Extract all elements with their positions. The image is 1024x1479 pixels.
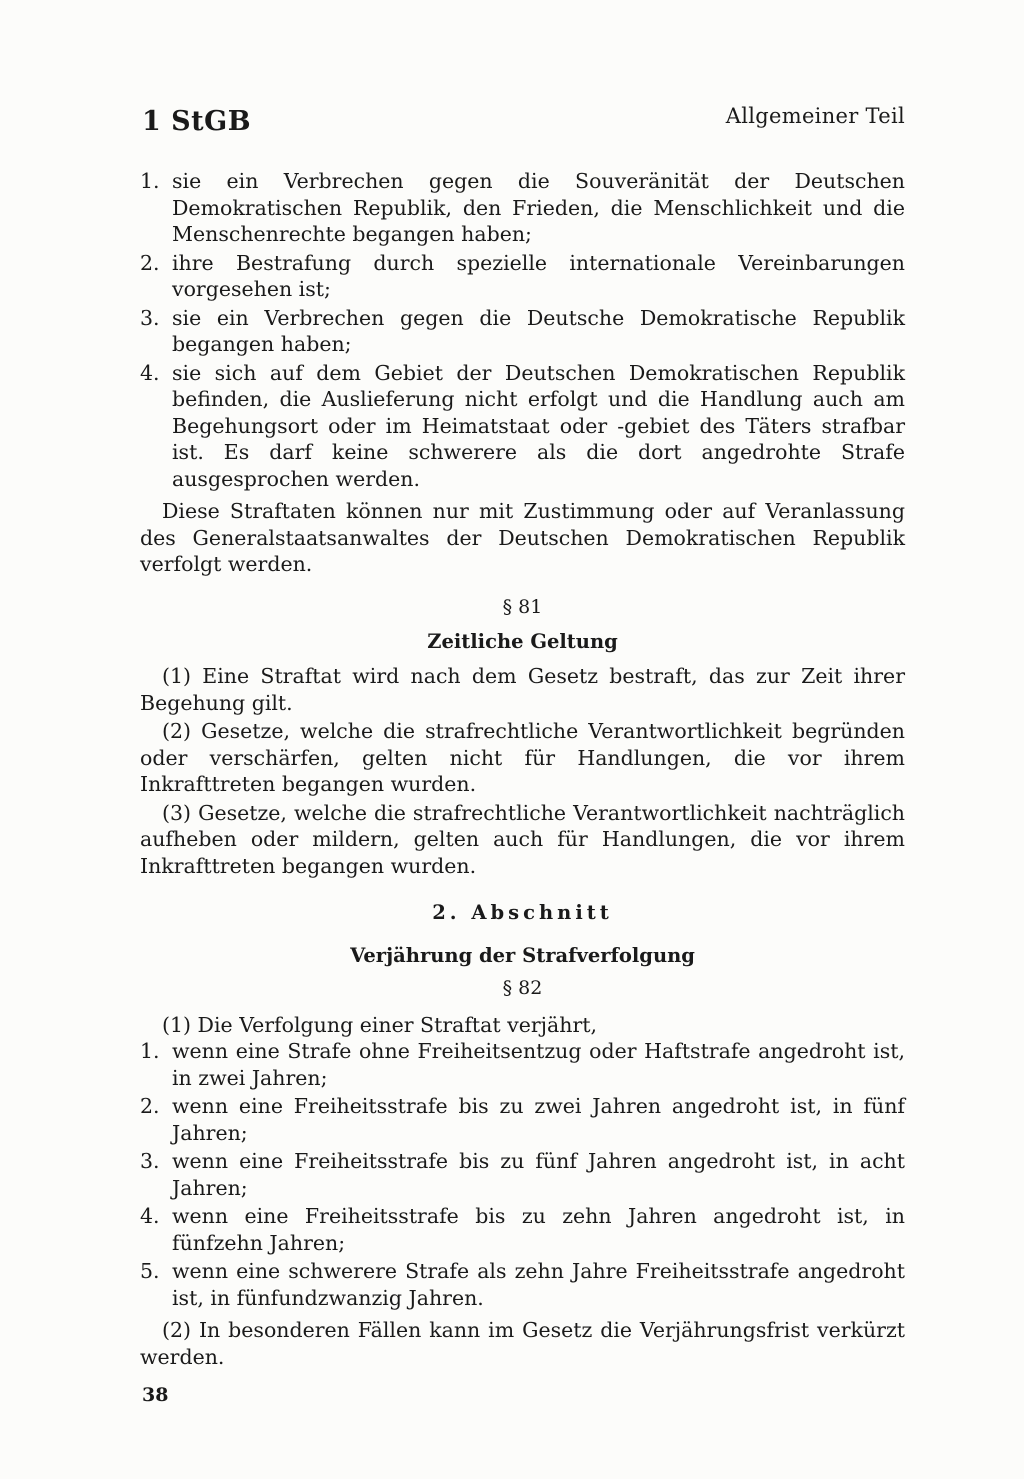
section-title: Zeitliche Geltung [427, 630, 618, 653]
page-number: 38 [142, 1384, 169, 1406]
chapter-title: Verjährung der Strafverfolgung [350, 944, 695, 967]
paragraph: (2) In besonderen Fällen kann im Gesetz die Verjährungsfrist verkürzt werden. [140, 1318, 905, 1369]
document-page [140, 100, 905, 1370]
section-number: § 81 [502, 595, 543, 618]
running-header [140, 100, 905, 146]
list-item: 2. ihre Bestrafung durch spezielle internationale Vereinbarungen vorgesehen ist; [140, 250, 905, 301]
list-item: 1. wenn eine Strafe ohne Freiheitsentzug oder Haftstrafe angedroht ist, in zwei Jahren; [140, 1039, 905, 1090]
paragraph: (1) Eine Straftat wird nach dem Gesetz bestraft, das zur Zeit ihrer Begehung gilt. [140, 664, 905, 715]
list-item: 3. wenn eine Freiheitsstrafe bis zu fünf Jahren angedroht ist, in acht Jahren; [140, 1149, 905, 1200]
list-item: 4. wenn eine Freiheitsstrafe bis zu zehn Jahren angedroht ist, in fünfzehn Jahren; [140, 1204, 905, 1255]
paragraph: (3) Gesetze, welche die strafrechtliche Verantwortlichkeit nachträglich aufheben oder mildern, gelten auch für Handlungen, die vor ihrem Inkrafttreten begangen wurden. [140, 800, 905, 878]
paragraph: (2) Gesetze, welche die strafrechtliche Verantwortlichkeit begründen oder verschärfen, gelten nicht für Handlungen, die vor ihrem Inkrafttreten begangen wurden. [140, 719, 905, 796]
chapter-label: 2. Abschnitt [432, 901, 613, 924]
header-code: 1 StGB [142, 106, 252, 137]
section-number: § 82 [502, 977, 543, 999]
header-section: Allgemeiner Teil [725, 104, 905, 128]
list-item: 2. wenn eine Freiheitsstrafe bis zu zwei Jahren angedroht ist, in fünf Jahren; [140, 1094, 905, 1145]
list-item: 1. sie ein Verbrechen gegen die Souveränität der Deutschen Demokratischen Republik, den Frieden, die Menschlichkeit und die Menschenrechte begangen haben; [140, 169, 905, 246]
limitation-list [140, 1038, 905, 1311]
list-item: 3. sie ein Verbrechen gegen die Deutsche Demokratische Republik begangen haben; [140, 305, 905, 356]
paragraph: (1) Die Verfolgung einer Straftat verjährt, [162, 1012, 597, 1037]
list-item: 4. sie sich auf dem Gebiet der Deutschen Demokratischen Republik befinden, die Auslieferung nicht erfolgt und die Handlung auch am Begehungsort oder im Heimatstaat oder -gebiet des Täters strafbar ist. Es darf keine schwerere als die dort angedrohte Strafe ausgesprochen werden. [140, 360, 905, 491]
condition-list [140, 168, 905, 492]
list-item: 5. wenn eine schwerere Strafe als zehn Jahre Freiheitsstrafe angedroht ist, in fünfundzwanzig Jahren. [140, 1259, 905, 1310]
paragraph: Diese Straftaten können nur mit Zustimmung oder auf Veranlassung des Generalstaatsanwaltes der Deutschen Demokratischen Republik verfolgt werden. [140, 499, 905, 576]
